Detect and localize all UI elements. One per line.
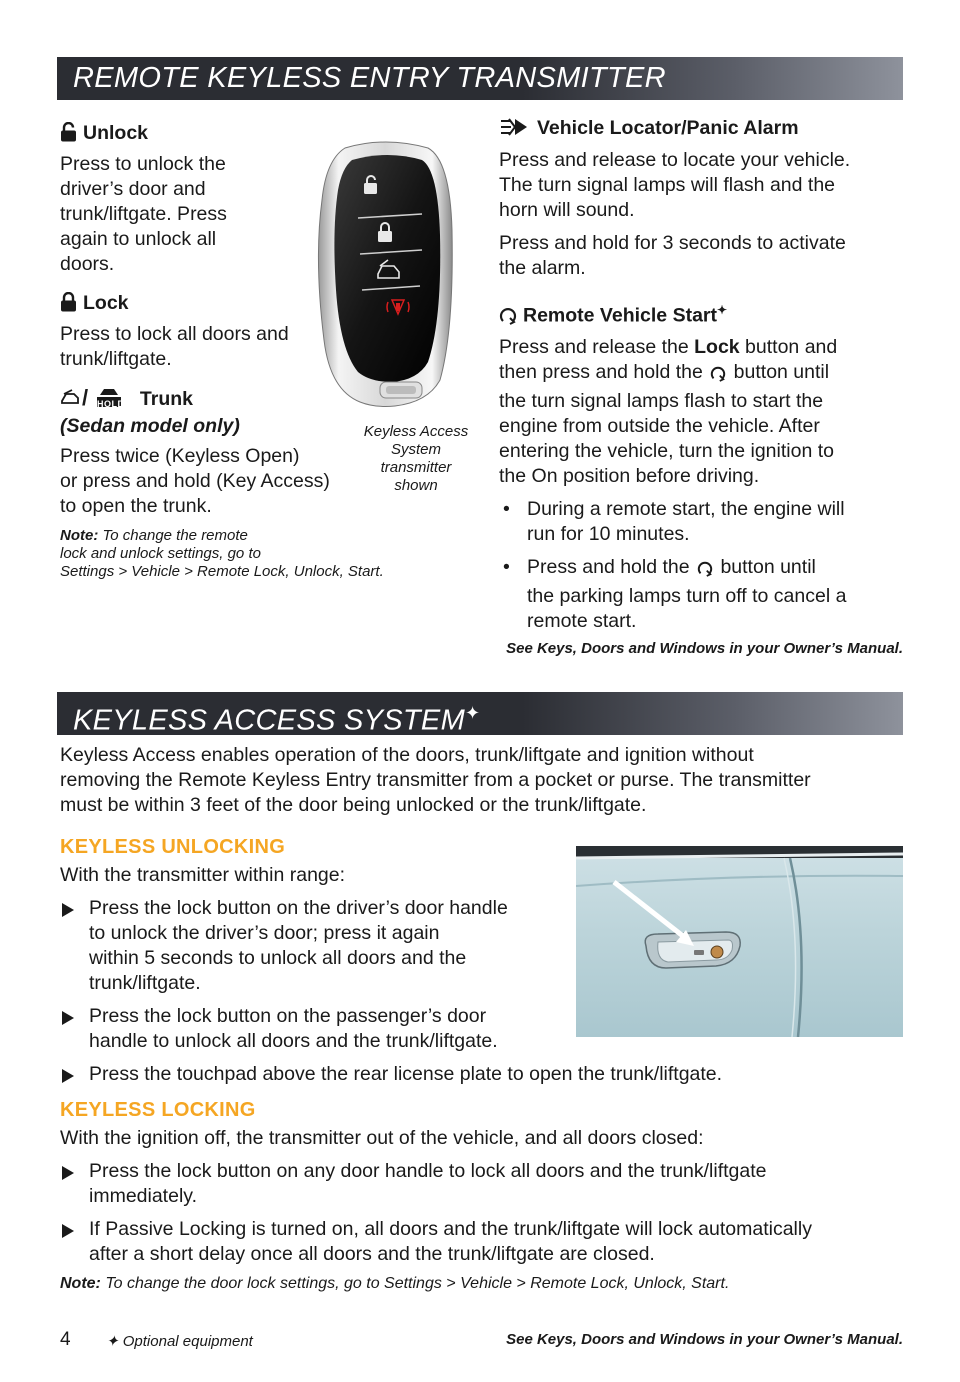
arrow-bullet-icon xyxy=(62,1069,74,1083)
remote-start-icon xyxy=(697,559,713,584)
trunk-text: Press twice (Keyless Open) or press and hold (Key Access) to open the trunk. xyxy=(60,445,330,517)
hold-label: HOLD xyxy=(96,399,125,409)
key-fob-image xyxy=(300,140,470,412)
remote-start-heading: Remote Vehicle Start✦ xyxy=(499,298,903,331)
remote-start-bullet-1: • During a remote start, the engine will run for 10 minutes. xyxy=(503,497,845,545)
locking-item: If Passive Locking is turned on, all doors and the trunk/liftgate will lock automatically after a short delay once all doors and the trunk/liftgate are closed. xyxy=(60,1217,903,1267)
arrow-bullet-icon xyxy=(62,1224,74,1238)
remote-note: Note: To change the remote lock and unlock settings, go to Settings > Vehicle > Remote Lock, Unlock, Start. xyxy=(60,527,384,580)
trunk-heading: / HOLD Trunk xyxy=(60,386,480,414)
unlock-icon xyxy=(60,122,77,148)
unlock-heading: Unlock xyxy=(60,121,480,148)
locking-item: Press the lock button on any door handle to lock all doors and the trunk/liftgate immediately. xyxy=(60,1159,903,1209)
locator-heading: Vehicle Locator/Panic Alarm xyxy=(499,116,903,143)
section-banner-remote-keyless xyxy=(57,57,903,100)
panic-alarm-icon xyxy=(499,117,531,143)
unlocking-item: Press the lock button on the driver’s door handle to unlock the driver’s door; press it again within 5 seconds to unlock all doors and the trunk/liftgate. xyxy=(60,896,903,996)
remote-start-text: Press and release the Lock button and then press and hold the button until the turn signal lamps flash to start the engine from outside the vehicle. After entering the vehicle, turn the ignition to the On position before driving. xyxy=(499,335,838,487)
unlocking-lead: With the transmitter within range: xyxy=(60,864,346,886)
arrow-bullet-icon xyxy=(62,1011,74,1025)
page-number: 4 xyxy=(60,1329,71,1350)
remote-start-icon xyxy=(499,305,517,331)
arrow-bullet-icon xyxy=(62,1166,74,1180)
section-banner-keyless-access: KEYLESS ACCESS SYSTEM✦ xyxy=(57,692,903,735)
remote-start-icon xyxy=(710,364,726,389)
optional-equipment-legend: ✦ Optional equipment xyxy=(106,1333,253,1350)
locator-text-2: Press and hold for 3 seconds to activate the alarm. xyxy=(499,232,846,279)
lock-icon xyxy=(60,292,77,318)
unlocking-heading: KEYLESS UNLOCKING xyxy=(60,836,286,858)
locking-heading: KEYLESS LOCKING xyxy=(60,1099,256,1121)
lock-heading: Lock xyxy=(60,291,480,318)
trunk-icon xyxy=(60,388,80,414)
locator-text-1: Press and release to locate your vehicle. The turn signal lamps will flash and the horn will sound. xyxy=(499,149,851,221)
section1-see-manual: See Keys, Doors and Windows in your Owner’s Manual. xyxy=(506,640,903,657)
section-title: KEYLESS ACCESS SYSTEM xyxy=(73,704,466,735)
door-lock-note: Note: To change the door lock settings, go to Settings > Vehicle > Remote Lock, Unlock, Start. xyxy=(60,1275,730,1292)
keyless-intro: Keyless Access enables operation of the doors, trunk/liftgate and ignition without removing the Remote Keyless Entry transmitter from a pocket or purse. The transmitter must be within 3 feet of the door being unlocked or the trunk/liftgate. xyxy=(60,744,811,816)
unlocking-item: Press the touchpad above the rear license plate to open the trunk/liftgate. xyxy=(60,1062,903,1087)
locking-lead: With the ignition off, the transmitter out of the vehicle, and all doors closed: xyxy=(60,1127,704,1149)
fob-caption: Keyless Access System transmitter shown xyxy=(363,423,469,494)
remote-start-bullet-2: • Press and hold the button until the parking lamps turn off to cancel a remote start. xyxy=(503,555,847,632)
trunk-subheading: (Sedan model only) xyxy=(60,415,240,437)
unlocking-item: Press the lock button on the passenger’s door handle to unlock all doors and the trunk/liftgate. xyxy=(60,1004,903,1054)
section-title: REMOTE KEYLESS ENTRY TRANSMITTER xyxy=(73,62,666,94)
lock-text: Press to lock all doors and trunk/liftgate. xyxy=(60,323,289,370)
door-handle-image xyxy=(576,846,903,1037)
unlock-text: Press to unlock the driver’s door and trunk/liftgate. Press again to unlock all doors. xyxy=(60,153,227,275)
footer-see-manual: See Keys, Doors and Windows in your Owner’s Manual. xyxy=(506,1331,903,1348)
arrow-bullet-icon xyxy=(62,903,74,917)
right-column xyxy=(499,116,903,634)
